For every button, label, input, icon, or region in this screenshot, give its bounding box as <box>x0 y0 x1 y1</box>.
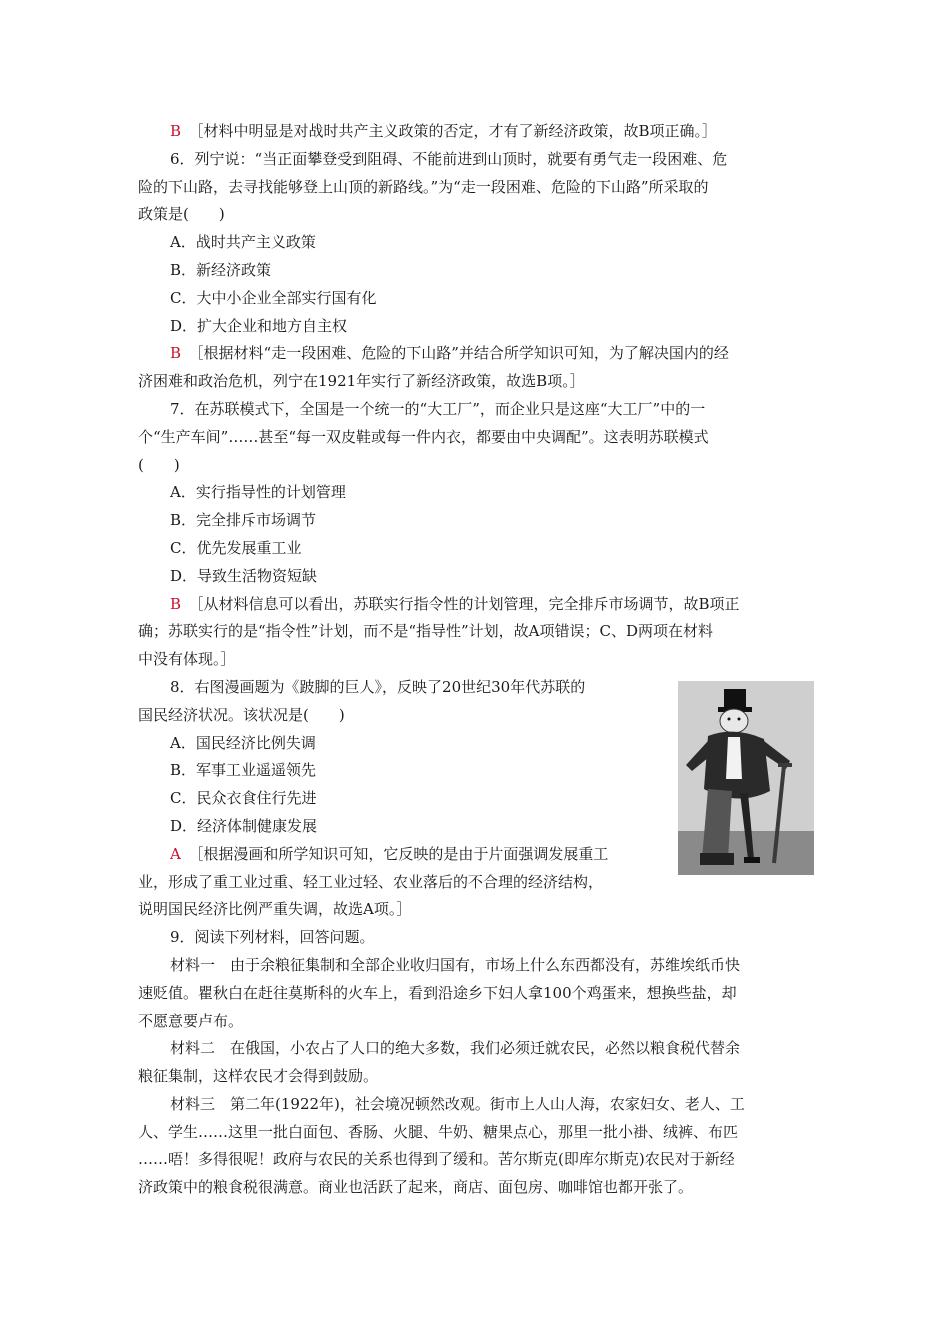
q9-material3-line-3: ……唔！多得很呢！政府与农民的关系也得到了缓和。苦尔斯克(即库尔斯克)农民对于新经 <box>138 1150 735 1169</box>
q6-stem-line-1: 6．列宁说：“当正面攀登受到阻碍、不能前进到山顶时，就要有勇气走一段困难、危 <box>170 149 728 168</box>
q7-explanation-line-1 <box>138 591 814 619</box>
q7-explanation-text-1: ［从材料信息可以看出，苏联实行指令性的计划管理，完全排斥市场调节，故B项正 <box>188 594 740 613</box>
q7-stem-line-2: 个“生产车间”……甚至“每一双皮鞋或每一件内衣，都要由中央调配”。这表明苏联模式 <box>138 427 709 446</box>
q6-option-a: A．战时共产主义政策 <box>170 233 316 252</box>
q9-material2-line-2: 粮征集制，这样农民才会得到鼓励。 <box>138 1067 379 1086</box>
q5-answer-line <box>138 118 814 146</box>
q8-stem-line-2: 国民经济状况。该状况是( ) <box>138 705 345 724</box>
q6-explanation-text-1: ［根据材料“走一段困难、危险的下山路”并结合所学知识可知，为了解决国内的经 <box>188 344 729 363</box>
q9-material3-line-4: 济政策中的粮食税很满意。商业也活跃了起来，商店、面包房、咖啡馆也都开张了。 <box>138 1178 694 1197</box>
q8-explanation-line-2: 业，形成了重工业过重、轻工业过轻、农业落后的不合理的经济结构， <box>138 872 604 891</box>
q6-option-c: C．大中小企业全部实行国有化 <box>170 288 377 307</box>
q8-answer: A <box>170 844 181 863</box>
q6-stem-line-3: 政策是( ) <box>138 205 225 224</box>
q7-answer: B <box>170 594 182 613</box>
q9-material1-line-2: 速贬值。瞿秋白在赶往莫斯科的火车上，看到沿途乡下妇人拿100个鸡蛋来，想换些盐，却 <box>138 983 737 1002</box>
q7-option-a: A．实行指导性的计划管理 <box>170 483 346 502</box>
q7-stem-line-1: 7．在苏联模式下，全国是一个统一的“大工厂”，而企业只是这座“大工厂”中的一 <box>170 399 706 418</box>
q5-answer: B <box>170 122 182 140</box>
q8-option-d: D．经济体制健康发展 <box>170 816 318 835</box>
q7-stem-line-3: ( ) <box>138 455 180 474</box>
document-page <box>138 118 814 1202</box>
q8-explanation-line-3: 说明国民经济比例严重失调，故选A项。］ <box>138 900 412 919</box>
q8-option-b: B．军事工业遥遥领先 <box>170 761 317 780</box>
q9-stem: 9．阅读下列材料，回答问题。 <box>170 928 375 947</box>
q6-stem-line-2: 险的下山路，去寻找能够登上山顶的新路线。”为“走一段困难、危险的下山路”所采取的 <box>138 177 709 196</box>
q9-material1-line-1: 材料一 由于余粮征集制和全部企业收归国有，市场上什么东西都没有，苏维埃纸币快 <box>170 955 741 974</box>
q9-material3-line-1: 材料三 第二年(1922年)，社会境况顿然改观。街市上人山人海，农家妇女、老人、工 <box>170 1094 745 1113</box>
q8-option-c: C．民众衣食住行先进 <box>170 789 317 808</box>
q6-option-b: B．新经济政策 <box>170 260 272 279</box>
q6-option-d: D．扩大企业和地方自主权 <box>170 316 348 335</box>
q8-explanation-text-1: ［根据漫画和所学知识可知，它反映的是由于片面强调发展重工 <box>188 844 609 863</box>
q8-explanation-line-1 <box>138 841 690 869</box>
q9-material1-line-3: 不愿意要卢布。 <box>138 1011 244 1030</box>
q7-explanation-line-3: 中没有体现。］ <box>138 650 236 669</box>
q8-stem-line-1: 8．右图漫画题为《跛脚的巨人》，反映了20世纪30年代苏联的 <box>170 677 586 696</box>
q5-explanation: ［材料中明显是对战时共产主义政策的否定，才有了新经济政策，故B项正确。］ <box>188 122 718 140</box>
q7-option-c: C．优先发展重工业 <box>170 538 302 557</box>
q6-explanation-line-1 <box>138 340 814 368</box>
lame-giant-cartoon-image <box>678 681 814 875</box>
q9-material2-line-1: 材料二 在俄国，小农占了人口的绝大多数，我们必须迁就农民，必然以粮食税代替余 <box>170 1039 741 1058</box>
q7-option-d: D．导致生活物资短缺 <box>170 566 318 585</box>
q6-explanation-line-2: 济困难和政治危机，列宁在1921年实行了新经济政策，故选B项。］ <box>138 372 585 391</box>
q7-explanation-line-2: 确；苏联实行的是“指令性”计划，而不是“指导性”计划，故A项错误；C、D两项在材料 <box>138 622 714 641</box>
q9-material3-line-2: 人、学生……这里一批白面包、香肠、火腿、牛奶、糖果点心，那里一批小褂、绒裤、布匹 <box>138 1122 739 1141</box>
q8-option-a: A．国民经济比例失调 <box>170 733 316 752</box>
q6-answer: B <box>170 344 182 363</box>
q7-option-b: B．完全排斥市场调节 <box>170 511 317 530</box>
